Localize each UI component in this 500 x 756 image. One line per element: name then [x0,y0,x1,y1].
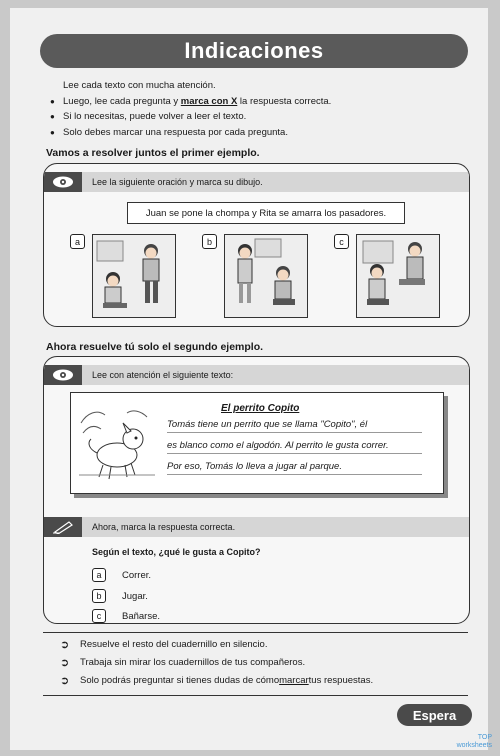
example1-box [43,163,470,327]
example2-box [43,356,470,624]
title-banner [40,34,468,68]
wait-badge: Espera [397,704,472,726]
answer-option-a[interactable] [92,568,151,582]
example1-instruction: Lee la siguiente oración y marca su dibujo. [92,177,263,187]
instruction-item: ● Solo debes marcar una respuesta por cada pregunta. [50,125,331,141]
answer-option-c[interactable] [92,609,160,623]
example2-strip [44,365,469,385]
page-title: Indicaciones [184,38,324,63]
story-title: El perrito Copito [221,403,300,414]
footer-item: ➲ Trabaja sin mirar los cuadernillos de tus compañeros. [60,657,306,669]
option-a-box[interactable]: a [70,234,85,249]
footer-divider [43,632,468,633]
picture-option-b[interactable] [224,234,308,318]
eye-icon [44,365,82,385]
example-sentence: Juan se pone la chompa y Rita se amarra los pasadores. [127,202,405,224]
instruction-item: ● Si lo necesitas, puede volver a leer el texto. [50,109,331,125]
option-c-box[interactable]: c [334,234,349,249]
question-text: Según el texto, ¿qué le gusta a Copito? [92,547,261,557]
example1-heading: Vamos a resolver juntos el primer ejemplo. [46,147,260,159]
instruction-item: Lee cada texto con mucha atención. [63,80,216,91]
answer-instruction: Ahora, marca la respuesta correcta. [92,522,236,532]
instructions-list [50,78,331,140]
option-letter[interactable]: b [92,589,106,603]
picture-option-a[interactable] [92,234,176,318]
option-letter[interactable]: a [92,568,106,582]
example1-strip [44,172,469,192]
instruction-item: ● Luego, lee cada pregunta y marca con X la respuesta correcta. [50,94,331,110]
example2-instruction: Lee con atención el siguiente texto: [92,370,234,380]
option-text: Correr. [122,569,152,581]
option-letter[interactable]: c [92,609,106,623]
arrow-right-icon: ➲ [60,675,70,687]
story-line: Tomás tiene un perrito que se llama "Copito", él [167,419,422,433]
picture-option-c[interactable] [356,234,440,318]
answer-strip [44,517,469,537]
footer-item: ➲ Resuelve el resto del cuadernillo en silencio. [60,639,268,651]
answer-option-b[interactable] [92,589,148,603]
footer-divider [43,695,468,696]
option-b-box[interactable]: b [202,234,217,249]
watermark-logo: TOP worksheets [456,734,492,749]
pencil-icon [44,517,82,537]
story-card [70,392,444,494]
example2-heading: Ahora resuelve tú solo el segundo ejemplo. [46,341,264,353]
story-line: Por eso, Tomás lo lleva a jugar al parque. [167,461,422,475]
option-text: Jugar. [122,590,148,602]
footer-item: ➲ Solo podrás preguntar si tienes dudas de cómo marcar tus respuestas. [60,675,374,687]
dog-illustration [77,403,157,483]
worksheet-page [10,8,488,750]
eye-icon [44,172,82,192]
story-line: es blanco como el algodón. Al perrito le gusta correr. [167,440,422,454]
arrow-right-icon: ➲ [60,639,70,651]
arrow-right-icon: ➲ [60,657,70,669]
option-text: Bañarse. [122,610,161,622]
